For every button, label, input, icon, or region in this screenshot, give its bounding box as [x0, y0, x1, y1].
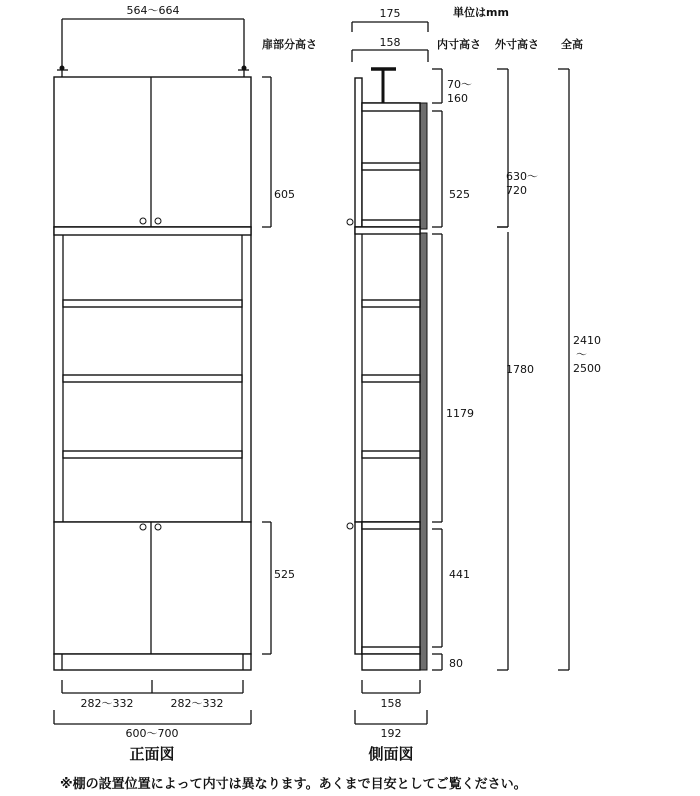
side-upper-knob	[347, 219, 353, 225]
side-lower-knob	[347, 523, 353, 529]
upper-door-height-label: 605	[274, 188, 295, 201]
upper-side-bottom-board	[362, 220, 420, 227]
lower-door-profile	[355, 522, 362, 654]
unit-label: 単位はmm	[453, 6, 509, 19]
lower-side-box	[362, 522, 420, 654]
inner-height-header: 内寸高さ	[437, 38, 481, 51]
inner-lower-label: 441	[449, 568, 470, 581]
adjust-label-1: 70～	[447, 78, 472, 91]
adjuster-knob-left	[60, 66, 65, 71]
side-back-panel-lower	[420, 233, 427, 670]
upper-knob-left	[140, 218, 146, 224]
outer-height-header: 外寸高さ	[495, 38, 539, 51]
lower-door-height-label: 525	[274, 568, 295, 581]
top-width-label: 564～664	[126, 4, 180, 17]
side-inner-bottom-label: 158	[380, 697, 402, 710]
middle-side-top-board	[355, 227, 420, 234]
outer-upper-label-2: 720	[506, 184, 527, 197]
front-plinth	[54, 654, 251, 670]
outer-middle-label: 1780	[506, 363, 534, 376]
lower-cabinet	[54, 522, 251, 654]
front-view	[54, 4, 295, 763]
upper-side-top-board	[362, 103, 420, 111]
lower-side-bottom-board	[362, 647, 420, 654]
front-shelf-1	[63, 300, 242, 307]
upper-side-shelf	[362, 163, 420, 170]
inner-middle-label: 1179	[446, 407, 474, 420]
lower-side-top-board	[362, 522, 420, 529]
disclaimer-note: ※棚の設置位置によって内寸は異なります。あくまで目安としてご覧ください。	[60, 777, 527, 792]
upper-door-profile	[355, 78, 362, 227]
side-view	[347, 7, 601, 763]
side-shelf-3	[362, 451, 420, 458]
lower-knob-left	[140, 524, 146, 530]
side-shelf-2	[362, 375, 420, 382]
side-back-panel-upper	[420, 103, 427, 229]
lower-knob-right	[155, 524, 161, 530]
total-height-label-1: 2410	[573, 334, 601, 347]
total-height-label-2: 2500	[573, 362, 601, 375]
upper-knob-right	[155, 218, 161, 224]
adjust-label-2: 160	[447, 92, 468, 105]
middle-top-board	[54, 227, 251, 235]
side-plinth	[362, 654, 420, 670]
half-width-right-label: 282～332	[170, 697, 224, 710]
inner-upper-label: 525	[449, 188, 470, 201]
side-view-caption: 側面図	[368, 745, 414, 763]
side-inner-top-label: 158	[379, 36, 401, 49]
side-shelf-1	[362, 300, 420, 307]
adjuster-knob-right	[242, 66, 247, 71]
side-depth-bottom-label: 192	[380, 727, 402, 740]
front-shelf-3	[63, 451, 242, 458]
plinth-label: 80	[449, 657, 463, 670]
front-shelf-2	[63, 375, 242, 382]
total-height-tilde: ～	[576, 348, 587, 361]
half-width-left-label: 282～332	[80, 697, 134, 710]
total-width-label: 600～700	[125, 727, 179, 740]
total-height-header: 全高	[561, 38, 583, 51]
upper-cabinet	[54, 77, 251, 227]
front-view-caption: 正面図	[129, 745, 175, 763]
side-depth-top-label: 175	[379, 7, 401, 20]
door-section-height-header: 扉部分高さ	[262, 38, 317, 51]
outer-upper-label-1: 630～	[506, 170, 538, 183]
